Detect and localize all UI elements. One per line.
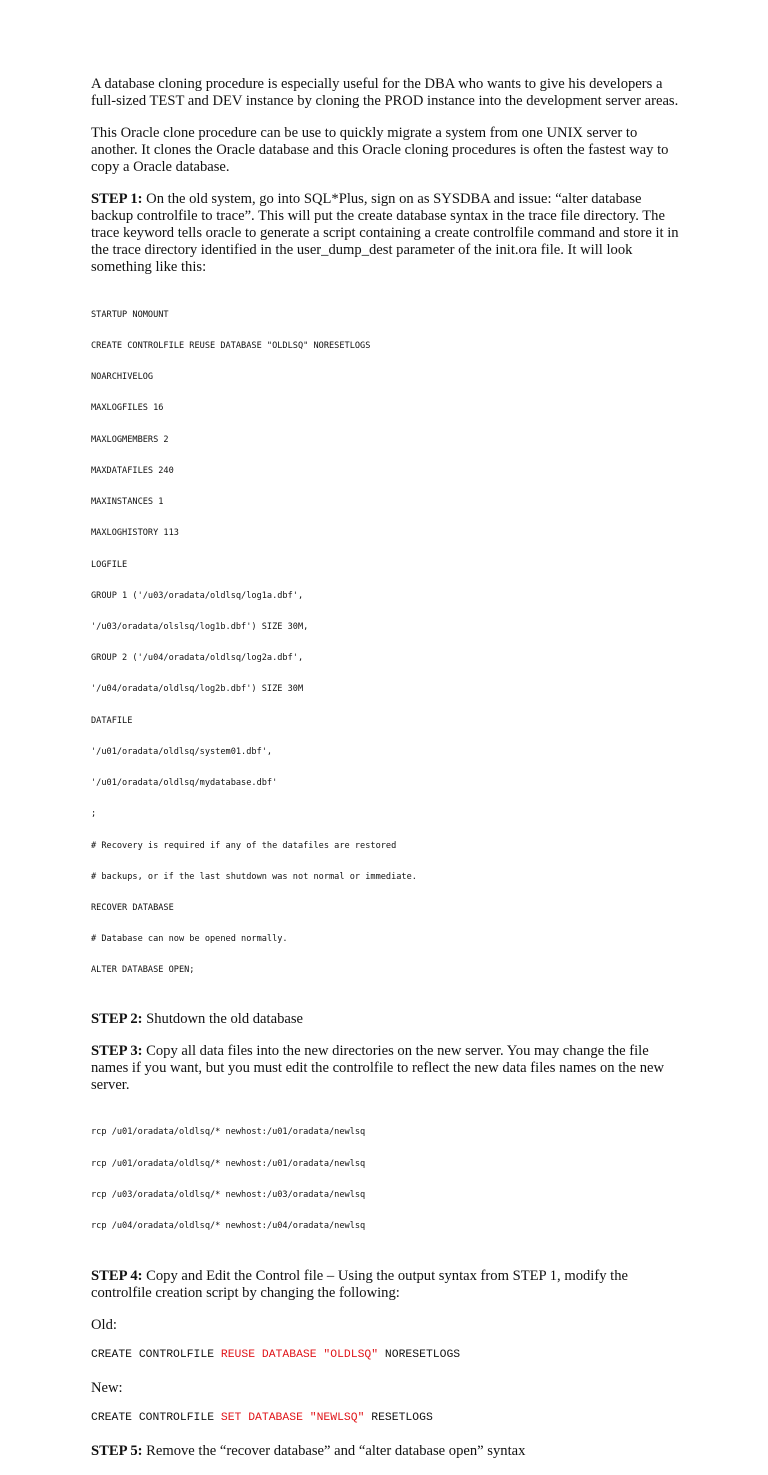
old-label: Old: [91,1317,117,1334]
step1-code-block [91,289,681,997]
step4-label: STEP 4: [91,1268,143,1285]
code-line: LOGFILE [91,559,128,570]
code-line: STARTUP NOMOUNT [91,309,169,320]
old-controlfile-line [91,1348,681,1362]
code-line: # backups, or if the last shutdown was not normal or immediate. [91,871,417,882]
code-line: MAXLOGFILES 16 [91,403,164,414]
code-line: # Recovery is required if any of the datafiles are restored [91,840,397,851]
step5-text: Remove the “recover database” and “alter database open” syntax [142,1443,526,1460]
new-code-highlight: SET DATABASE "NEWLSQ" [220,1412,365,1425]
step2-paragraph [91,1011,681,1028]
code-line: rcp /u03/oradata/oldlsq/* newhost:/u03/oradata/newlsq [91,1189,366,1200]
code-line: '/u01/oradata/oldlsq/mydatabase.dbf' [91,778,278,789]
code-line: rcp /u04/oradata/oldlsq/* newhost:/u04/oradata/newlsq [91,1221,366,1232]
old-code-part-1: CREATE CONTROLFILE [91,1349,221,1362]
code-line: rcp /u01/oradata/oldlsq/* newhost:/u01/oradata/newlsq [91,1158,366,1169]
step1-paragraph [91,191,681,276]
code-line: MAXLOGHISTORY 113 [91,528,179,539]
code-line: GROUP 2 ('/u04/oradata/oldlsq/log2a.dbf', [91,653,304,664]
new-label: New: [91,1380,123,1397]
code-line: MAXLOGMEMBERS 2 [91,434,169,445]
step5-label: STEP 5: [91,1443,143,1460]
step4-text: Copy and Edit the Control file – Using the output syntax from STEP 1, modify the controlfile creation script by changing the following: [91,1268,628,1302]
step1-label: STEP 1: [91,191,143,207]
code-line: # Database can now be opened normally. [91,934,288,945]
code-line: GROUP 1 ('/u03/oradata/oldlsq/log1a.dbf', [91,590,304,601]
code-line: '/u01/oradata/oldlsq/system01.dbf', [91,746,273,757]
new-controlfile-line [91,1411,681,1425]
code-line: '/u03/oradata/olslsq/log1b.dbf') SIZE 30M, [91,622,309,632]
code-line: NOARCHIVELOG [91,372,154,383]
code-line: MAXDATAFILES 240 [91,465,174,476]
new-code-part-3: RESETLOGS [364,1412,433,1425]
code-line: DATAFILE [91,715,133,726]
new-code-part-1: CREATE CONTROLFILE [91,1412,221,1425]
code-line: RECOVER DATABASE [91,902,174,913]
step2-text: Shutdown the old database [142,1010,304,1027]
code-line: ; [91,809,97,820]
code-line: MAXINSTANCES 1 [91,497,164,508]
step3-code-block [91,1107,681,1253]
code-line: rcp /u01/oradata/oldlsq/* newhost:/u01/oradata/newlsq [91,1127,366,1138]
step3-paragraph [91,1043,681,1094]
step4-paragraph [91,1268,681,1302]
intro-paragraph-2: This Oracle clone procedure can be use to quickly migrate a system from one UNIX server to another. It clones the Oracle database and this Oracle cloning procedures is often the fastest way to copy a Oracle database. [91,125,669,175]
step5-paragraph [91,1443,681,1460]
old-code-highlight: REUSE DATABASE "OLDLSQ" [220,1349,379,1362]
code-line: CREATE CONTROLFILE REUSE DATABASE "OLDLSQ" NORESETLOGS [91,341,371,352]
code-line: ALTER DATABASE OPEN; [91,965,195,976]
intro-paragraph-1: A database cloning procedure is especially useful for the DBA who wants to give his developers a full-sized TEST and DEV instance by cloning the PROD instance into the development server areas. [91,76,679,109]
code-line: '/u04/oradata/oldlsq/log2b.dbf') SIZE 30M [91,684,304,695]
step3-text: Copy all data files into the new directories on the new server. You may change the file names if you want, but you must edit the controlfile to reflect the new data files names on the new server. [91,1042,665,1093]
document-page [91,76,681,1475]
old-code-part-3: NORESETLOGS [378,1349,461,1362]
step3-label: STEP 3: [91,1042,143,1059]
step2-label: STEP 2: [91,1010,143,1027]
step1-text: On the old system, go into SQL*Plus, sign on as SYSDBA and issue: “alter database backup controlfile to trace”. This will put the create database syntax in the trace file directory. The trace keyword tells oracle to generate a script containing a create controlfile command and store it in the trace directory identified in the user_dump_dest parameter of the init.ora file. It will look something like this: [91,191,679,275]
